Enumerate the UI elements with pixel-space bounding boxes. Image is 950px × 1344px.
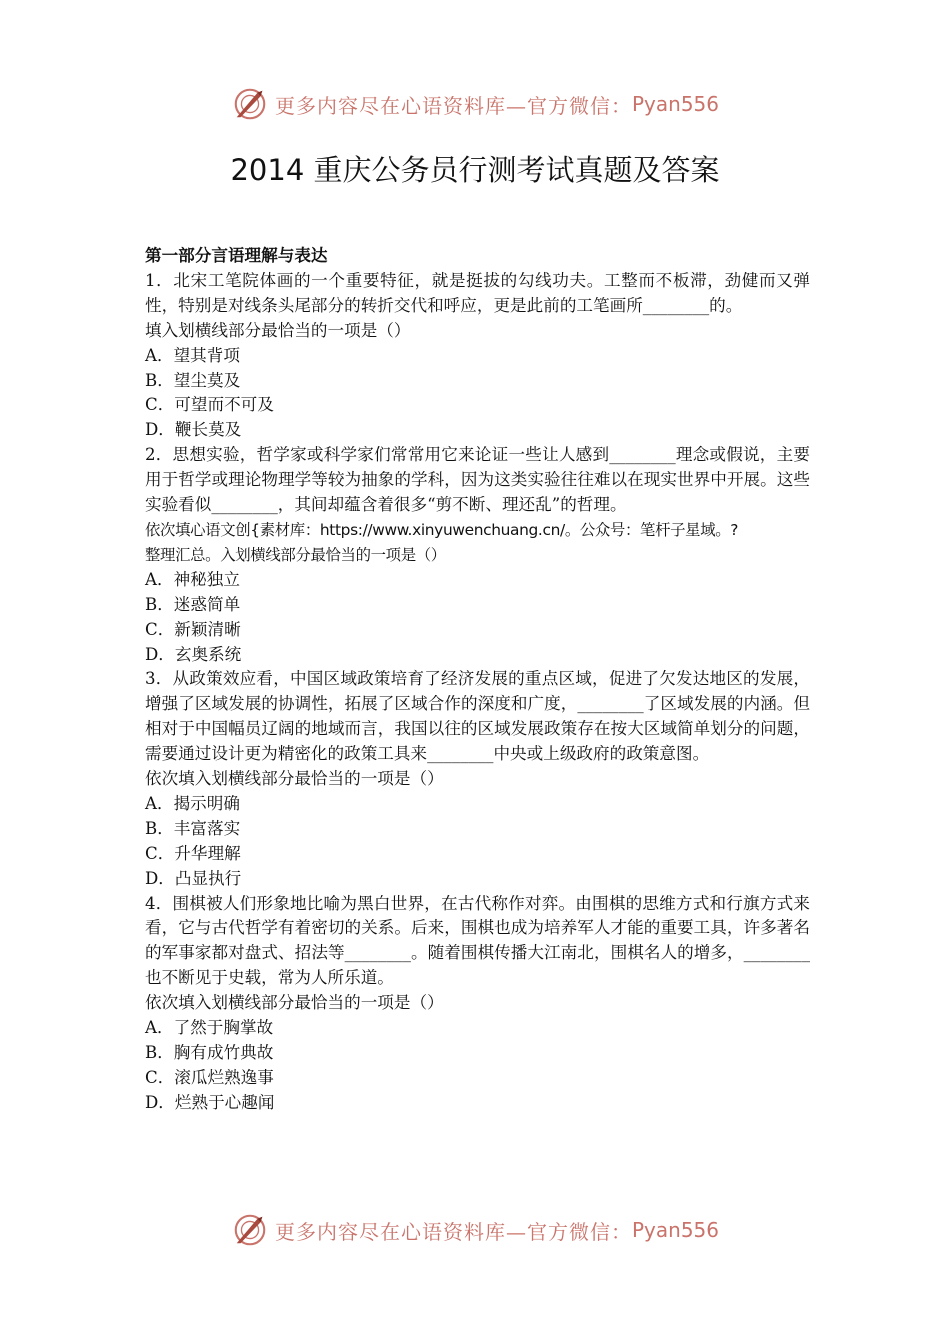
section-heading: 第一部分言语理解与表达 (145, 246, 328, 265)
option-d: D．烂熟于心趣闻 (145, 1092, 275, 1112)
footer-banner (0, 1208, 950, 1252)
option-d: D．玄奥系统 (145, 644, 242, 664)
question-prompt: 填入划横线部分最恰当的一项是（） (145, 320, 411, 340)
banner-wechat-id: Pyan556 (631, 1218, 719, 1242)
quill-logo-icon (231, 1211, 269, 1249)
banner-text: 更多内容尽在心语资料库—官方微信： (274, 1219, 632, 1244)
option-c: C．升华理解 (145, 843, 241, 863)
option-a: A．了然于胸掌故 (145, 1018, 274, 1038)
banner-text: 更多内容尽在心语资料库—官方微信： (274, 93, 632, 118)
option-b: B．丰富落实 (145, 818, 241, 838)
option-c: C．滚瓜烂熟逸事 (145, 1067, 274, 1087)
question-text: 2．思想实验，哲学家或科学家们常常用它来论证一些让人感到________理念或假说，主要用于哲学或理论物理学等较为抽象的学科，因为这类实验往往难以在现实世界中开展。这些实验看似________，其间却蕴含着很多“剪不断、理还乱”的哲理。 (145, 445, 810, 515)
option-a: A．望其背项 (145, 345, 240, 365)
question-4 (145, 892, 810, 1116)
source-note-line: 依次填心语文创{素材库：https://www.xinyuwenchuang.cn/。公众号：笔杆子星域。? (145, 520, 739, 539)
question-prompt: 依次填入划横线部分最恰当的一项是（） (145, 769, 444, 789)
option-c: C．新颖清晰 (145, 619, 241, 639)
option-b: B．望尘莫及 (145, 370, 241, 390)
document-body (145, 244, 810, 1116)
banner-wechat-id: Pyan556 (631, 92, 719, 116)
question-text: 3．从政策效应看，中国区域政策培育了经济发展的重点区域，促进了欠发达地区的发展，增强了区域发展的协调性，拓展了区域合作的深度和广度，________了区域发展的内涵。但相对于中国幅员辽阔的地域而言，我国以往的区域发展政策存在按大区域简单划分的问题，需要通过设计更为精密化的政策工具来________中央或上级政府的政策意图。 (145, 669, 810, 764)
option-a: A．揭示明确 (145, 793, 240, 813)
question-2 (145, 443, 810, 667)
question-text: 4．围棋被人们形象地比喻为黑白世界，在古代称作对弈。由围棋的思维方式和行旗方式来看，它与古代哲学有着密切的关系。后来，围棋也成为培养军人才能的重要工具，许多著名的军事家都对盘式、招法等________。随着围棋传播大江南北，围棋名人的增多，________也不断见于史载，常为人所乐道。 (145, 893, 810, 988)
option-a: A．神秘独立 (145, 569, 240, 589)
question-3 (145, 667, 810, 891)
question-prompt: 依次填入划横线部分最恰当的一项是（） (145, 993, 444, 1013)
option-d: D．鞭长莫及 (145, 420, 242, 440)
quill-logo-icon (231, 85, 269, 123)
question-text: 1．北宋工笔院体画的一个重要特征，就是挺拔的勾线功夫。工整而不板滞，劲健而又弹性，特别是对线条头尾部分的转折交代和呼应，更是此前的工笔画所________的。 (145, 270, 810, 315)
question-prompt: 整理汇总。入划横线部分最恰当的一项是（） (145, 545, 446, 564)
header-banner (0, 82, 950, 126)
page-title: 2014 重庆公务员行测考试真题及答案 (230, 153, 720, 187)
option-c: C．可望而不可及 (145, 395, 274, 415)
option-d: D．凸显执行 (145, 868, 242, 888)
option-b: B．迷惑简单 (145, 594, 241, 614)
question-1 (145, 269, 810, 443)
option-b: B．胸有成竹典故 (145, 1043, 274, 1062)
